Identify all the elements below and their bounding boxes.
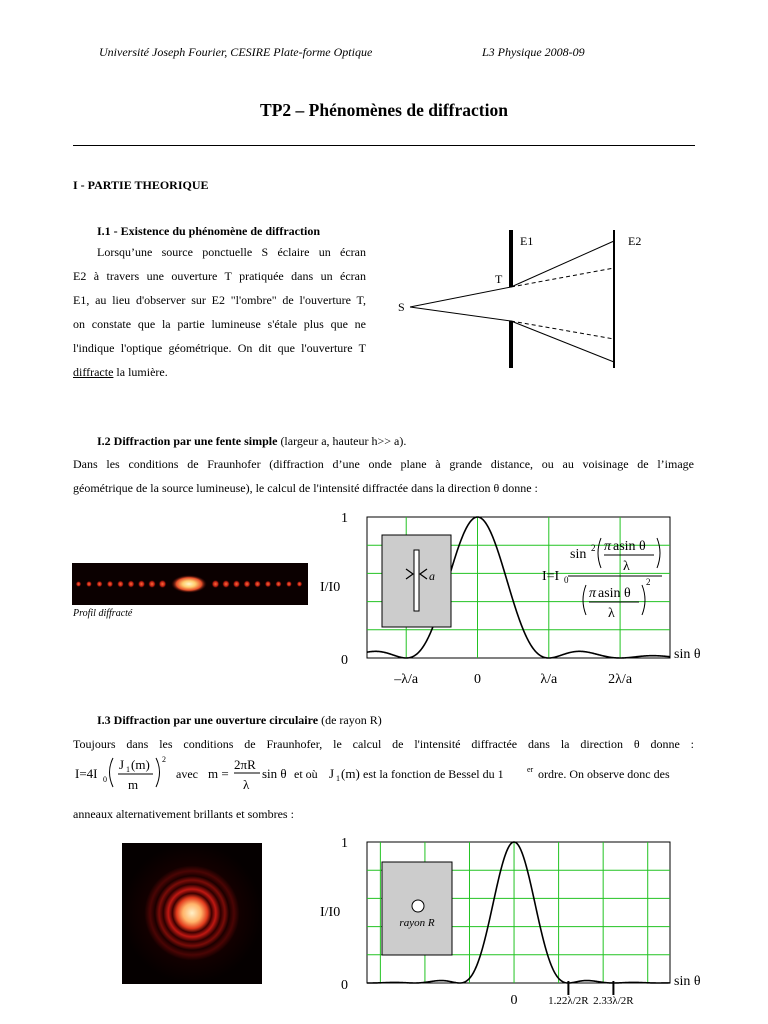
s13-line-1: Toujours dans les conditions de Fraunhofer, le calcul de l'intensité diffractée dans la direction θ donne :	[73, 737, 694, 751]
svg-text:ordre. On observe donc des: ordre. On observe donc des	[538, 767, 670, 781]
svg-text:er: er	[527, 765, 534, 774]
subsection-2-body	[73, 456, 694, 496]
svg-text:λ: λ	[243, 777, 250, 792]
svg-text:2: 2	[646, 577, 651, 587]
subsection-2-heading: I.2 Diffraction par une fente simple	[97, 434, 278, 448]
label-s: S	[398, 300, 405, 314]
s11-line-6-rest: la lumière.	[113, 365, 168, 379]
s13-line-3: anneaux alternativement brillants et sombres :	[73, 807, 294, 821]
s12-line-1: Dans les conditions de Fraunhofer (diffraction d’une onde plane à grande distance, ou au voisinage de l’image	[73, 457, 694, 471]
x-tick-label: 1.22λ/2R	[548, 995, 589, 1007]
subsection-3-heading-rest: (de rayon R)	[318, 713, 382, 727]
side-fringe	[222, 580, 230, 588]
svg-text:m: m	[128, 777, 139, 792]
svg-text:asin θ: asin θ	[613, 539, 646, 554]
side-fringe	[148, 580, 156, 588]
circ-y-axis-label: I/I0	[320, 905, 341, 920]
s11-line-3: E1, au lieu d'observer sur E2 "l'ombre" de l'ouverture T,	[73, 293, 366, 307]
side-fringe	[138, 580, 146, 588]
side-fringe	[254, 580, 261, 587]
subsection-1-heading: I.1 - Existence du phénomène de diffraction	[97, 224, 320, 238]
s11-line-5: l'indique l'optique géométrique. On dit que l'ouverture T	[73, 341, 366, 355]
x-tick-label: 2λ/a	[608, 672, 633, 685]
diffracte-word: diffracte	[73, 365, 114, 379]
slit-intensity-chart	[310, 505, 710, 685]
circular-intensity-chart	[310, 830, 710, 1024]
circular-aperture	[412, 900, 424, 912]
header-right: L3 Physique 2008-09	[482, 45, 585, 59]
svg-text:sin θ: sin θ	[262, 766, 287, 781]
circ-inset-label: rayon R	[399, 917, 435, 929]
svg-text:0: 0	[103, 775, 107, 784]
slit-y-top-label: 1	[341, 511, 348, 526]
svg-text:(m): (m)	[341, 766, 360, 781]
side-fringe	[233, 580, 241, 588]
svg-text:2: 2	[591, 543, 596, 553]
label-e1: E1	[520, 234, 534, 248]
svg-text:J: J	[329, 766, 335, 781]
label-e2: E2	[628, 234, 642, 248]
svg-text:(m): (m)	[131, 757, 150, 772]
side-fringe	[297, 581, 303, 587]
svg-text:est la fonction de Bessel du 1: est la fonction de Bessel du 1	[363, 767, 504, 781]
svg-text:λ: λ	[623, 559, 630, 574]
profile-caption: Profil diffracté	[73, 608, 133, 619]
title-rule	[73, 145, 695, 146]
side-fringe	[243, 580, 250, 588]
svg-text:I=I: I=I	[542, 569, 560, 584]
circ-x-axis-label: sin θ	[674, 974, 701, 989]
section-heading: I - PARTIE THEORIQUE	[73, 178, 209, 192]
s11-line-6	[73, 364, 366, 380]
slit-x-axis-label: sin θ	[674, 647, 701, 662]
slit-width-label: a	[429, 569, 435, 583]
side-fringe	[107, 581, 114, 588]
svg-text:sin: sin	[570, 547, 587, 562]
slit-aperture	[414, 550, 419, 611]
airy-pattern-image	[122, 843, 262, 984]
x-tick-label: 0	[474, 672, 482, 685]
svg-text:avec: avec	[176, 767, 198, 781]
svg-text:π: π	[589, 586, 597, 601]
s12-line-2: géométrique de la source lumineuse), le calcul de l'intensité diffractée dans la direction θ donne :	[73, 481, 538, 495]
slit-y-bottom-label: 0	[341, 653, 348, 668]
subsection-2-heading-rest: (largeur a, hauteur h>> a).	[277, 434, 407, 448]
svg-text:I=4I: I=4I	[75, 766, 98, 781]
circular-formula-line	[73, 752, 695, 796]
svg-text:1: 1	[336, 774, 340, 783]
ray-upper-incident	[410, 287, 511, 307]
svg-text:2: 2	[162, 755, 166, 764]
svg-text:asin θ: asin θ	[598, 586, 631, 601]
s13-line-1-wrap	[73, 736, 694, 752]
circ-y-top-label: 1	[341, 836, 348, 851]
subsection-3-heading-line	[97, 712, 382, 728]
svg-text:1: 1	[126, 765, 130, 774]
x-tick-label: 2.33λ/2R	[593, 995, 634, 1007]
svg-text:0: 0	[564, 575, 569, 585]
side-fringe	[96, 581, 102, 588]
subsection-1-body	[73, 244, 366, 380]
s11-line-4: on constate que la partie lumineuse s'étale plus que ne	[73, 317, 366, 331]
circ-y-bottom-label: 0	[341, 978, 348, 993]
svg-text:m =: m =	[208, 766, 229, 781]
x-tick-label: –λ/a	[394, 672, 419, 685]
s11-line-2: E2 à travers une ouverture T pratiquée dans un écran	[73, 269, 366, 283]
side-fringe	[117, 580, 124, 587]
side-fringe	[265, 581, 272, 588]
svg-text:λ: λ	[608, 606, 615, 621]
header-left: Université Joseph Fourier, CESIRE Plate-forme Optique	[99, 45, 373, 59]
ray-lower-diffracted	[511, 321, 614, 362]
side-fringe	[86, 581, 92, 587]
x-tick-label: 0	[510, 993, 518, 1008]
svg-text:J: J	[119, 757, 125, 772]
svg-text:2πR: 2πR	[234, 757, 256, 772]
slit-formula	[542, 538, 662, 621]
page-title: TP2 – Phénomènes de diffraction	[260, 100, 508, 120]
ray-upper-geometric	[511, 268, 614, 287]
x-tick-label: λ/a	[540, 672, 558, 685]
subsection-2-heading-line	[97, 433, 406, 449]
central-fringe	[171, 575, 207, 593]
side-fringe	[211, 580, 219, 589]
side-fringe	[127, 580, 134, 588]
slit-y-axis-label: I/I0	[320, 580, 341, 595]
subsection-3-heading: I.3 Diffraction par une ouverture circulaire	[97, 713, 319, 727]
side-fringe	[76, 581, 82, 587]
side-fringe	[286, 581, 292, 587]
side-fringe	[275, 581, 281, 588]
s11-line-1: Lorsqu’une source ponctuelle S éclaire un écran	[97, 245, 366, 259]
svg-text:et où: et où	[294, 767, 318, 781]
label-t: T	[495, 272, 503, 286]
slit-diffraction-profile-image	[72, 563, 308, 605]
svg-text:π: π	[604, 539, 612, 554]
ray-lower-geometric	[511, 321, 614, 339]
side-fringe	[158, 580, 166, 589]
diffraction-setup-diagram	[390, 225, 650, 375]
ray-lower-incident	[410, 307, 511, 321]
